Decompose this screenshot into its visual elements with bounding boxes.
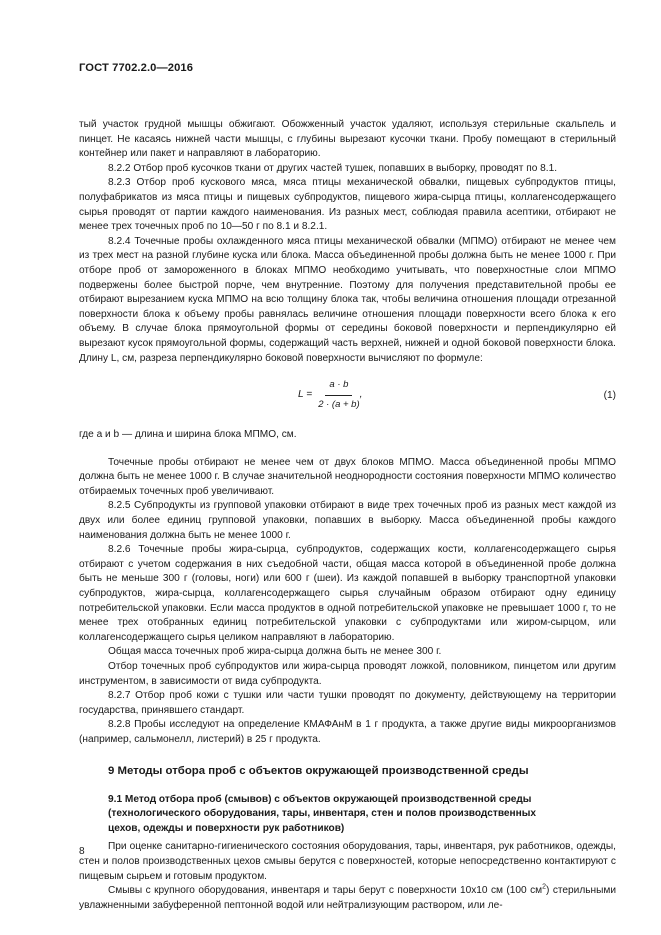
paragraph: Отбор точечных проб субпродуктов или жира-сырца проводят ложкой, половником, пинцетом или другим инструментом, в зависимости от вида субпродукта. — [79, 661, 616, 687]
subsection-title — [108, 793, 616, 837]
paragraph: тый участок грудной мышцы обжигают. Обожженный участок удаляют, используя стерильные скальпель и пинцет. Не касаясь нижней части мышцы, с глубины вырезают кусочки ткани. Пробу помещают в стерильный контейнер или пакет и направляют в лабораторию. — [79, 119, 616, 160]
subsection-line: цехов, одежды и поверхности рук работников) — [108, 822, 345, 834]
page-number: 8 — [79, 846, 85, 857]
formula-expression — [298, 378, 362, 412]
formula-number: (1) — [603, 390, 616, 402]
paragraphs-block-c — [79, 840, 616, 884]
paragraph: 8.2.7 Отбор проб кожи с тушки или части тушки проводят по документу, действующему на территории государства, принявшего стандарт. — [79, 690, 616, 716]
superscript: 2 — [542, 883, 547, 891]
spacer — [79, 443, 616, 456]
formula-where: где a и b — длина и ширина блока МПМО, см. — [79, 429, 297, 441]
paragraphs-block-b — [79, 456, 616, 748]
page-body — [79, 118, 616, 913]
paragraphs-block-a — [79, 118, 616, 366]
paragraph: При оценке санитарно-гигиенического состояния оборудования, тары, инвентаря, рук работников, одежды, стен и полов производственных цехов смывы берутся с поверхностей, которые непосредственно контактируют с пищевым сырьем и готовым продуктом. — [79, 841, 616, 882]
formula-lhs: L = — [298, 388, 313, 400]
section-title: 9 Методы отбора проб с объектов окружающей производственной среды — [108, 764, 529, 777]
formula-1 — [79, 378, 616, 418]
formula-fraction — [318, 378, 359, 412]
paragraph: 8.2.5 Субпродукты из групповой упаковки отбирают в виде трех точечных проб из разных мест каждой из двух или более единиц групповой упаковки, попавших в выборку. Масса объединенной пробы каждого наименования должна быть не менее 1000 г. — [79, 500, 616, 541]
formula-numerator: a · b — [325, 378, 352, 396]
document-header: ГОСТ 7702.2.0—2016 — [79, 62, 194, 74]
paragraph: Общая масса точечных проб жира-сырца должна быть не менее 300 г. — [108, 646, 442, 658]
paragraph-text: Смывы с крупного оборудования, инвентаря и тары берут с поверхности 10х10 см (100 см — [108, 885, 543, 897]
paragraph: 8.2.2 Отбор проб кусочков ткани от других частей тушек, попавших в выборку, проводят по 8.1. — [108, 162, 558, 174]
subsection-line: 9.1 Метод отбора проб (смывов) с объектов окружающей производственной среды — [108, 793, 532, 805]
formula-denominator: 2 · (a + b) — [318, 398, 360, 410]
paragraph: 8.2.6 Точечные пробы жира-сырца, субпродуктов, содержащих кости, коллагенсодержащего сырья отбирают с учетом содержания в них съедобной части, общая масса которой в объединенной пробе должна быть не меньше 300 г (головы, ноги) или 600 г (шеи). Из каждой попавшей в выборку транспортной упаковки субпродуктов, жира-сырца, коллагенсодержащего сырья случайным образом отбирают одну единицу потребительской упаковки. Если масса продуктов в одной потребительской упаковке не превышает 1000 г, то не менее трех отобранных единиц потребительской упаковки с субпродуктами или жиром-сырцом, или коллагенсодержащего сырья целиком направляют в лабораторию. — [79, 544, 616, 643]
paragraph: 8.2.4 Точечные пробы охлажденного мяса птицы механической обвалки (МПМО) отбирают не менее чем из трех мест на разной глубине куска или блока. Масса объединенной пробы должна быть не менее 1000 г. При отборе проб от замороженного в блоках МПМО необходимо учитывать, что поверхностные слои МПМО подвержены более быстрой порче, чем внутренние. Поэтому для получения представительной пробы ее отбирают вырезанием куска МПМО на всю толщину блока так, чтобы величина отношения площади отрезанной поверхности блока к объему пробы равнялась величине отношения площади поверхности всего блока к его объему. В случае блока прямоугольной формы от середины боковой поверхности и перпендикулярно ей вырезают кусок прямоугольной формы, содержащий часть верхней, нижней и одной боковой поверхности блока. Длину L, см, разреза перпендикулярно боковой поверхности вычисляют по формуле: — [79, 235, 616, 364]
paragraph: 8.2.8 Пробы исследуют на определение КМАФАнМ в 1 г продукта, а также другие виды микроорганизмов (например, сальмонелл, листерий) в 25 г продукта. — [79, 719, 616, 745]
paragraph-text: ) стерильными увлажненными забуференной пептонной водой или нейтрализующим раствором, или ле- — [79, 885, 616, 911]
paragraph: 8.2.3 Отбор проб кускового мяса, мяса птицы механической обвалки, пищевых субпродуктов птицы, полуфабрикатов из мяса птицы и пищевых субпродуктов, пищевого жира-сырца птицы, коллагенсодержащего сырья проводят от партии каждого наименования. Из разных мест, соблюдая правила асептики, отбирают не менее трех точечных проб по 10—50 г по 8.1 и 8.2.1. — [79, 177, 616, 233]
subsection-line: (технологического оборудования, тары, инвентаря, стен и полов производственных — [108, 808, 537, 820]
paragraph: Точечные пробы отбирают не менее чем от двух блоков МПМО. Масса объединенной пробы МПМО должна быть не менее 1000 г. В случае значительной неоднородности состояния поверхности МПМО количество отбираемых точечных проб увеличивают. — [79, 456, 616, 497]
paragraph — [79, 884, 616, 913]
formula-suffix: , — [359, 388, 363, 400]
